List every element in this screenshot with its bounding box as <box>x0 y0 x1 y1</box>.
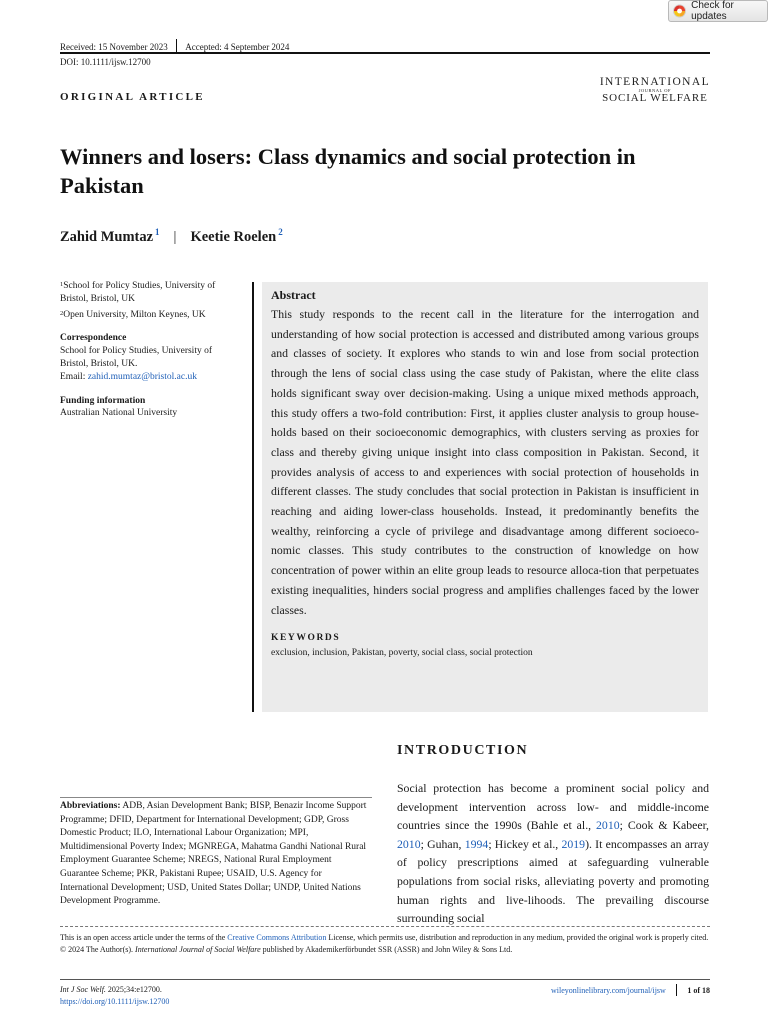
license-post: License, which permits use, distribution and reproduction in any medium, provided the original work is properly cited. <box>326 933 709 942</box>
author-list <box>60 229 283 246</box>
journal-site-link[interactable]: wileyonlinelibrary.com/journal/ijsw <box>551 985 666 995</box>
affiliation-number: 1 <box>60 281 64 288</box>
license-line <box>60 932 710 944</box>
correspondence-heading: Correspondence <box>60 333 127 344</box>
check-updates-label: Check for updates <box>691 0 734 22</box>
author-name[interactable]: Zahid Mumtaz <box>60 229 154 245</box>
license-pre: This is an open access article under the terms of the <box>60 933 228 942</box>
abstract-text: This study responds to the recent call in the literature for the interrogation and understanding of how social protection is accessed and distributed among various groups and classes of society. It explores who stands to win and lose from social protection through the lens of social class using the case study of Pakistan, where the elite class holds significant sway over decision-making. Using a unique mixed methods approach, this study offers a two-fold contribution: First, it applies cluster analysis to group house-holds based on their socioeconomic demographics, with clusters serving as proxies for class and thereby giving unique insight into class composition in Pakistan. Second, it provides analysis of access to and experiences with social protection of households in different classes. The study concludes that social protection in Pakistan is insufficient in reaching and aiding lower-class households. Instead, it predominantly benefits the wealthy, reinforcing a cycle of privilege and disadvantage among different socioeco-nomic classes. This study contributes to the construction of knowledge on how concentration of power within an elite group leads to resource alloca-tion that perpetuates existing inequalities, hinders social progress and amplifies challenges faced by the lower classes. <box>271 307 699 617</box>
journal-logo-line3: SOCIAL WELFARE <box>602 92 708 104</box>
page-number: 1 of 18 <box>687 985 710 995</box>
introduction-text <box>397 779 709 928</box>
abbreviations-rule <box>60 797 372 798</box>
introduction-heading: INTRODUCTION <box>397 743 529 758</box>
correspondence-email <box>60 371 242 384</box>
citation-link[interactable]: 2010 <box>596 818 620 833</box>
license-notice <box>60 932 710 956</box>
abstract-divider <box>252 282 254 712</box>
footer-citation <box>60 984 169 1007</box>
license-rule <box>60 926 710 927</box>
affiliation <box>60 280 242 306</box>
affiliation <box>60 309 242 322</box>
abstract-box <box>262 282 708 712</box>
citation-volume: 2025;34:e12700. <box>105 985 162 994</box>
accepted-date: Accepted: 4 September 2024 <box>185 41 290 52</box>
abstract-heading: Abstract <box>271 288 316 302</box>
author-separator: | <box>173 229 177 245</box>
abbreviations-label: Abbreviations: <box>60 801 121 811</box>
article-type: ORIGINAL ARTICLE <box>60 91 205 103</box>
copyright-pre: © 2024 The Author(s). <box>60 944 136 954</box>
email-label: Email: <box>60 371 86 382</box>
citation-link[interactable]: 1994 <box>464 836 489 851</box>
journal-logo <box>600 76 710 104</box>
funding-text: Australian National University <box>60 408 178 419</box>
check-for-updates-button[interactable] <box>668 0 768 22</box>
abbreviations-footnote <box>60 800 372 909</box>
affiliation-text: School for Policy Studies, University of Bristol, Bristol, UK <box>60 281 216 304</box>
intro-text-segment: Social protection has become a prominent social policy and development intervention across low- and middle-income countries since the 1990s (Bahle et al., <box>397 781 709 833</box>
citation-line <box>60 984 169 996</box>
doi: DOI: 10.1111/ijsw.12700 <box>60 57 151 67</box>
copyright-journal: International Journal of Social Welfare <box>135 944 261 954</box>
copyright-post: published by Akademikerförbundet SSR (ASSR) and John Wiley & Sons Ltd. <box>260 944 513 954</box>
keywords-text: exclusion, inclusion, Pakistan, poverty, social class, social protection <box>271 648 533 659</box>
author-affiliation-mark[interactable]: 1 <box>155 227 160 237</box>
correspondence-text: School for Policy Studies, University of Bristol, Bristol, UK. <box>60 346 212 369</box>
author-name[interactable]: Keetie Roelen <box>190 229 277 245</box>
citation-link[interactable]: 2019 <box>561 836 586 851</box>
article-title: Winners and losers: Class dynamics and social protection in Pakistan <box>60 144 636 198</box>
doi-link[interactable]: https://doi.org/10.1111/ijsw.12700 <box>60 996 170 1006</box>
journal-logo-line2: JOURNAL OF <box>638 88 672 93</box>
journal-abbrev: Int J Soc Welf. <box>60 985 106 994</box>
header-rule <box>60 52 710 54</box>
intro-text-segment: ; Cook & Kabeer, <box>619 818 709 833</box>
check-updates-icon <box>673 4 686 18</box>
footer-rule <box>60 979 710 980</box>
cc-license-link[interactable]: Creative Commons Attribution <box>227 933 327 942</box>
abbreviations-text: ADB, Asian Development Bank; BISP, Benazir Income Support Programme; DFID, Department for International Development; GDP, Gross Domestic Product; ILO, International Labour Organization; MPI, Multidimensional Poverty Index; MGNREGA, Mahatma Gandhi National Rural Employment Guarantee Scheme; NREGS, National Rural Employment Guarantee Scheme; PKR, Pakistani Rupee; USAID, U.S. Agency for International Development; USD, United States Dollar; UNDP, United Nations Development Programme. <box>60 801 367 907</box>
affiliation-text: Open University, Milton Keynes, UK <box>63 309 206 320</box>
keywords-heading: KEYWORDS <box>271 633 341 644</box>
footer-right <box>551 984 710 996</box>
footer-separator <box>676 984 678 996</box>
author-affiliation-mark[interactable]: 2 <box>278 227 283 237</box>
funding-heading: Funding information <box>60 395 146 406</box>
intro-text-segment: ). It encompasses an array of policy prescriptions aimed at safeguarding vulnerable populations from social risks, alleviating poverty and promoting human rights and live-lihoods. The prevailing discourse surrounding social <box>397 836 709 926</box>
email-link[interactable]: zahid.mumtaz@bristol.ac.uk <box>87 371 197 382</box>
affiliation-number: 2 <box>60 309 64 317</box>
intro-text-segment: ; Guhan, <box>420 836 465 851</box>
intro-text-segment: ; Hickey et al., <box>488 836 562 851</box>
journal-logo-line1: INTERNATIONAL <box>599 76 710 88</box>
citation-link[interactable]: 2010 <box>397 836 421 851</box>
received-date: Received: 15 November 2023 <box>60 41 168 52</box>
copyright-line <box>60 944 710 956</box>
author-info-column <box>60 280 242 420</box>
